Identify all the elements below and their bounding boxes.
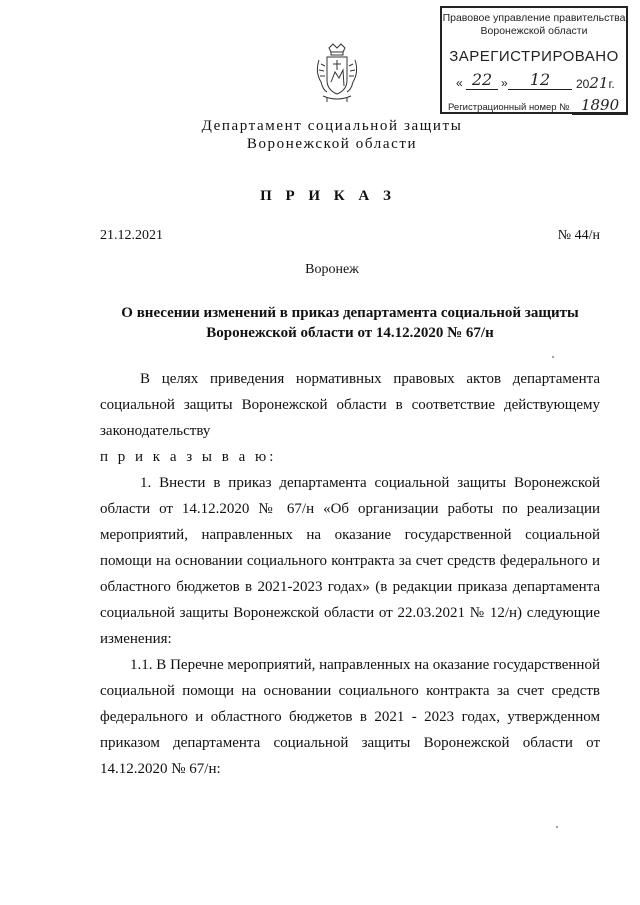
- stamp-authority-line1: Правовое управление правительства: [442, 12, 626, 24]
- stamp-quote-close: »: [501, 76, 508, 90]
- stamp-quote-open: «: [456, 76, 463, 90]
- scan-speck: [552, 356, 554, 358]
- scan-speck: [556, 826, 558, 828]
- stamp-date: [456, 72, 616, 92]
- order-word: п р и к а з ы в а ю:: [100, 449, 277, 465]
- stamp-year-end: г.: [608, 77, 615, 91]
- department-name-line2: Воронежской области: [246, 136, 418, 152]
- stamp-year: [576, 74, 615, 92]
- item-1-1-paragraph: 1.1. В Перечне мероприятий, направленных на оказание государственной социальной помощи на основании социального контракта за счет средств федерального и областного бюджетов в 2021 - 2023 годах, утвержденном приказом департамента социальной защиты Воронежской области от 14.12.2020 № 67/н:: [100, 657, 600, 777]
- stamp-year-prefix: 20: [576, 77, 590, 91]
- coat-of-arms-icon: [313, 42, 361, 104]
- preamble-paragraph: В целях приведения нормативных правовых актов департамента социальной защиты Воронежской области в соответствие действующему законодательству: [100, 371, 600, 439]
- stamp-reg-number-line: [448, 96, 624, 115]
- document-type: П Р И К А З: [260, 188, 396, 204]
- document-heading: О внесении изменений в приказ департамента социальной защиты Воронежской области от 14.12.2020 № 67/н: [121, 305, 579, 341]
- document-number: № 44/н: [557, 228, 600, 243]
- stamp-reg-number: 1890: [572, 96, 628, 115]
- department-name-line1: Департамент социальной защиты: [201, 118, 463, 134]
- document-city: Воронеж: [305, 262, 359, 277]
- stamp-month: 12: [508, 70, 572, 90]
- stamp-registered-label: ЗАРЕГИСТРИРОВАНО: [449, 48, 619, 65]
- stamp-day: 22: [466, 70, 498, 90]
- document-date: 21.12.2021: [100, 228, 163, 243]
- stamp-year-suffix: 21: [589, 74, 609, 92]
- registration-stamp: [440, 6, 628, 114]
- stamp-reg-number-label: Регистрационный номер №: [448, 102, 570, 113]
- stamp-authority-line2: Воронежской области: [480, 25, 588, 37]
- item-1-paragraph: 1. Внести в приказ департамента социальной защиты Воронежской области от 14.12.2020 № 67/н «Об организации работы по реализации мероприятий, направленных на оказание государственной социальной помощи на основании социального контракта за счет средств федерального и областного бюджетов в 2021-2023 годах» (в редакции приказа департамента социальной защиты Воронежской области от 22.03.2021 № 12/н) следующие изменения:: [100, 475, 600, 647]
